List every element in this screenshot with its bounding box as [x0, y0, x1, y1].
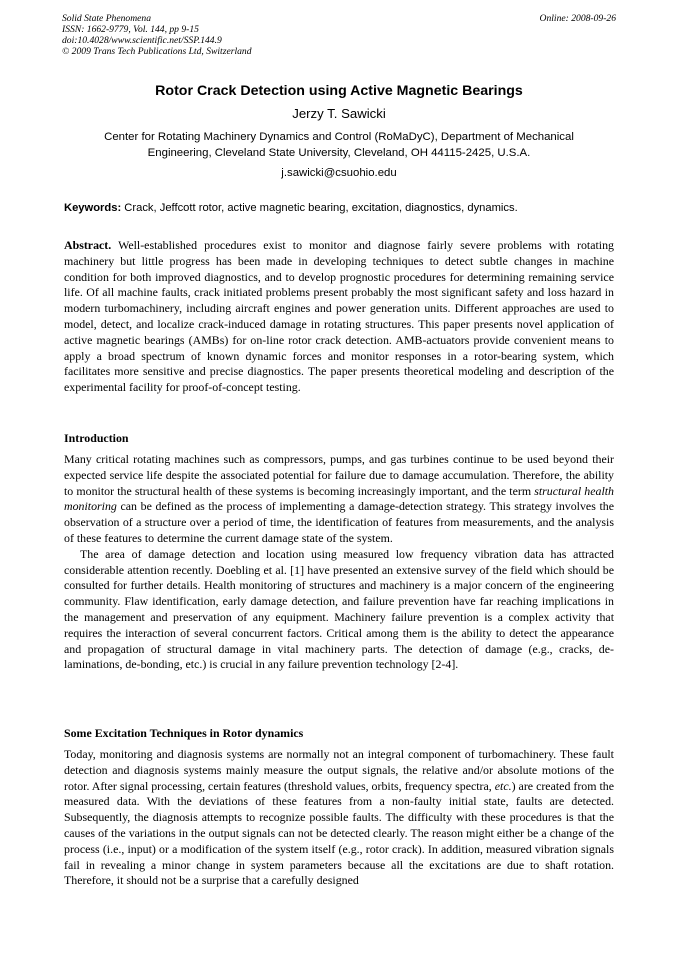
paragraph [64, 747, 614, 889]
author-email: j.sawicki@csuohio.edu [281, 167, 397, 179]
affiliation-line: Center for Rotating Machinery Dynamics and Control (RoMaDyC), Department of Mechanical [104, 131, 574, 143]
issn-line: ISSN: 1662-9779, Vol. 144, pp 9-15 [62, 24, 199, 35]
affiliation-line: Engineering, Cleveland State University, Cleveland, OH 44115-2425, U.S.A. [147, 146, 531, 159]
paragraph-text: Today, monitoring and diagnosis systems are normally not an integral component of turbomachinery. These fault detection and diagnosis systems mainly measure the output signals, the relative and/or absolute motions of the rotor. After signal processing, certain features (threshold values, orbits, frequency spectra, [64, 747, 614, 793]
paragraph-text: ) are created from the measured data. With the deviations of these features from a non-faulty initial state, faults are detected. Subsequently, the diagnosis attempts to recognize possible faults. The difficulty with these procedures is that the causes of the variations in the output signals can not be detected clearly. The reason might either be a change of the process (i.e., input) or a modification of the system itself (e.g., rotor crack). In addition, measured vibration signals fail in revealing a minor change in system parameters because all the excitations are due to shaft rotation. Therefore, it should not be a surprise that a carefully designed [64, 778, 615, 888]
copyright-line: © 2009 Trans Tech Publications Ltd, Switzerland [62, 46, 252, 57]
paper-title: Rotor Crack Detection using Active Magnetic Bearings [155, 83, 523, 99]
introduction-body [64, 452, 614, 673]
doi-line: doi:10.4028/www.scientific.net/SSP.144.9 [62, 35, 222, 46]
abstract-text: Well-established procedures exist to monitor and diagnose fairly severe problems with rotating machinery but little progress has been made in developing techniques to detect subtle changes in machine condition for both improved diagnostics, and to develop prognostic procedures for determining remaining service life. Of all machine faults, crack initiated problems present probably the most significant safety and loss hazard in modern turbomachinery, including aircraft engines and power generation units. Different approaches are used to model, detect, and localize crack-induced damage in rotating structures. This paper presents novel application of active magnetic bearings (AMBs) for on-line rotor crack detection. AMB-actuators provide convenient means to apply a broad spectrum of known dynamic forces and monitor responses in a rotor-bearing system, which facilitates more sensitive and precise diagnostics. The paper presents theoretical modeling and description of the experimental facility for proof-of-concept testing. [64, 238, 614, 395]
keywords [64, 202, 616, 214]
emphasis-text: structural health monitoring [64, 483, 614, 514]
paragraph-text: Many critical rotating machines such as compressors, pumps, and gas turbines continue to be used beyond their expected service life despite the associated potential for failure due to damage accumulation. Therefore, the ability to monitor the structural health of these systems is becoming increasingly important, and the term [64, 452, 614, 498]
section-heading-introduction: Introduction [64, 431, 129, 445]
excitation-body [64, 747, 614, 889]
keywords-text: Crack, Jeffcott rotor, active magnetic bearing, excitation, diagnostics, dynamics. [121, 202, 518, 214]
abstract [64, 238, 614, 396]
paragraph [64, 452, 614, 547]
affiliation [70, 130, 608, 161]
section-heading-excitation: Some Excitation Techniques in Rotor dynamics [64, 726, 304, 740]
paragraph: The area of damage detection and location using measured low frequency vibration data has attracted considerable attention recently. Doebling et al. [1] have presented an extensive survey of the field which should be consulted for further details. Health monitoring of structures and machinery is a major concern of the engineering community. Flaw identification, early damage detection, and failure prevention have far reaching implications in the management and preservation of any equipment. Machinery failure prevention is a complex activity that requires the interaction of several concurrent factors. Critical among them is the ability to detect the appearance and propagation of structural damage in vital machinery parts. The detection of damage (e.g., cracks, de-laminations, de-bonding, etc.) is crucial in any failure prevention technology [2-4]. [64, 546, 614, 672]
publication-header [62, 13, 616, 57]
journal-name: Solid State Phenomena [62, 13, 151, 24]
author-name: Jerzy T. Sawicki [292, 106, 386, 121]
emphasis-text: etc. [494, 778, 512, 793]
paragraph-text: can be defined as the process of implementing a damage-detection strategy. This strategy involves the observation of a structure over a period of time, the identification of features from measurements, and the analysis of these features to determine the current damage state of the system. [64, 499, 614, 545]
abstract-label: Abstract. [64, 238, 112, 252]
keywords-label: Keywords: [64, 202, 122, 214]
online-date: Online: 2008-09-26 [539, 13, 616, 24]
